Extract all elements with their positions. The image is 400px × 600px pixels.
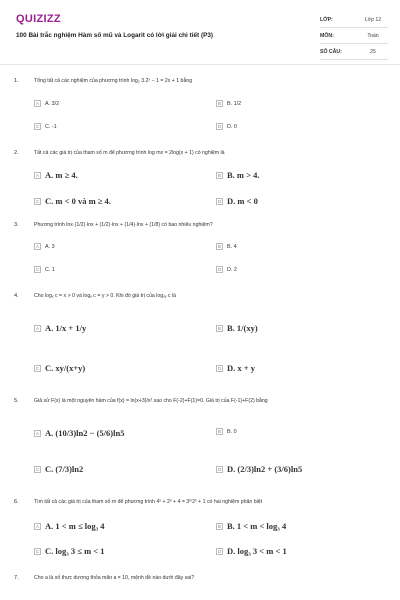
option-a[interactable] <box>34 100 59 107</box>
option-box[interactable]: A <box>35 101 39 106</box>
option-box[interactable]: D <box>217 198 222 204</box>
option-box[interactable]: A <box>35 244 39 249</box>
question-text: Phương trình lnx·(1/2)·lnx + (1/2)·lnx + (1/4)·lnx + (1/8) có bao nhiêu nghiệm? <box>34 222 213 228</box>
question-text: Tổng tất cả các nghiệm của phương trình log₂ 3.2ˣ − 1 = 2x + 1 bằng <box>34 78 193 84</box>
option-a[interactable] <box>34 323 86 333</box>
meta-value: 25 <box>370 48 376 55</box>
option-text: D. x + y <box>227 363 255 373</box>
option-text: A. m ≥ 4. <box>45 170 78 180</box>
option-a[interactable] <box>34 521 105 531</box>
option-a[interactable] <box>34 170 78 180</box>
option-text: D. 2 <box>227 266 237 273</box>
option-text: C. log₃ 3 ≤ m < 1 <box>45 546 105 556</box>
option-d[interactable] <box>216 196 258 206</box>
option-text: C. 1 <box>45 266 55 273</box>
option-text: D. 0 <box>227 123 237 130</box>
option-text: A. 3 <box>45 243 55 250</box>
option-b[interactable] <box>216 323 258 333</box>
option-box[interactable]: C <box>35 365 40 371</box>
option-b[interactable] <box>216 100 241 107</box>
option-box[interactable]: D <box>217 365 222 371</box>
option-box[interactable]: C <box>35 466 40 472</box>
option-box[interactable]: C <box>35 548 40 554</box>
meta-label: SỐ CÂU: <box>320 48 342 55</box>
divider <box>0 64 400 65</box>
question-text: Cho logₓ c = x > 0 và logᵧ c = y > 0. Khi đó giá trị của logₓᵧ c là <box>34 293 176 299</box>
question-number: 4. <box>14 293 19 299</box>
option-box[interactable]: D <box>217 548 222 554</box>
option-text: A. 1 < m ≤ log₃ 4 <box>45 521 105 531</box>
option-c[interactable] <box>34 266 55 273</box>
question-number: 7. <box>14 575 19 581</box>
option-box[interactable]: B <box>217 523 221 529</box>
option-d[interactable] <box>216 266 237 273</box>
question-text: Giả sử F(x) là một nguyên hàm của f(x) = ln(x+3)/x² sao cho F(-2)+F(1)=0. Giá trị của F(-1)+F(2) bằng <box>34 398 268 404</box>
option-text: B. 1/2 <box>227 100 242 107</box>
header <box>0 0 400 62</box>
option-box[interactable]: D <box>217 267 222 272</box>
option-box[interactable]: C <box>35 124 40 129</box>
question-number: 1. <box>14 78 19 84</box>
option-box[interactable]: A <box>35 172 39 178</box>
question-text: Tìm tất cả các giá trị của tham số m để phương trình 4ˣ + 2ˣ + 4 = 3ᵐ2ˣ + 1 có hai nghiệm phân biệt <box>34 499 263 505</box>
option-c[interactable] <box>34 363 85 373</box>
meta-row-class <box>320 12 388 28</box>
question-text: Tất cả các giá trị của tham số m để phương trình log mx = 2log(x + 1) có nghiệm là <box>34 150 225 156</box>
option-d[interactable] <box>216 464 302 474</box>
option-text: A. 3/2 <box>45 100 60 107</box>
question-number: 6. <box>14 499 19 505</box>
option-box[interactable]: B <box>217 244 221 249</box>
meta-label: MÔN: <box>320 32 334 39</box>
option-text: D. (2/3)ln2 + (3/6)ln5 <box>227 464 303 474</box>
option-box[interactable]: B <box>217 325 221 331</box>
option-a[interactable] <box>34 243 55 250</box>
option-box[interactable]: D <box>217 124 222 129</box>
option-text: A. (10/3)ln2 − (5/6)ln5 <box>45 428 125 438</box>
question-number: 5. <box>14 398 19 404</box>
option-d[interactable] <box>216 546 287 556</box>
option-text: D. m < 0 <box>227 196 258 206</box>
question-text: Cho a là số thực dương thỏa mãn a ≠ 10, mệnh đề nào dưới đây sai? <box>34 575 195 581</box>
option-c[interactable] <box>34 546 105 556</box>
option-d[interactable] <box>216 363 255 373</box>
option-box[interactable]: B <box>217 429 221 434</box>
option-text: B. 1/(xy) <box>227 323 258 333</box>
meta-row-count <box>320 44 388 60</box>
option-c[interactable] <box>34 464 83 474</box>
document-title: 100 Bài trắc nghiệm Hàm số mũ và Logarit có lời giải chi tiết (P3) <box>16 32 214 39</box>
question-number: 2. <box>14 150 19 156</box>
option-b[interactable] <box>216 170 259 180</box>
option-a[interactable] <box>34 428 124 438</box>
option-text: B. 4 <box>227 243 237 250</box>
meta-label: LỚP: <box>320 16 333 23</box>
option-b[interactable] <box>216 521 286 531</box>
option-box[interactable]: B <box>217 101 221 106</box>
option-text: B. 0 <box>227 428 237 435</box>
meta-value: Toán <box>367 32 379 39</box>
option-text: D. log₃ 3 < m < 1 <box>227 546 287 556</box>
option-box[interactable]: A <box>35 430 39 436</box>
option-text: B. 1 < m < log₃ 4 <box>227 521 287 531</box>
option-text: A. 1/x + 1/y <box>45 323 87 333</box>
option-text: B. m > 4. <box>227 170 260 180</box>
option-d[interactable] <box>216 123 237 130</box>
option-text: C. -1 <box>45 123 57 130</box>
option-text: C. xy/(x+y) <box>45 363 86 373</box>
option-box[interactable]: A <box>35 325 39 331</box>
option-text: C. m < 0 và m ≥ 4. <box>45 196 111 206</box>
meta-value: Lớp 12 <box>364 16 382 23</box>
option-box[interactable]: C <box>35 198 40 204</box>
option-text: C. (7/3)ln2 <box>45 464 84 474</box>
option-c[interactable] <box>34 196 111 206</box>
option-c[interactable] <box>34 123 57 130</box>
option-b[interactable] <box>216 428 237 435</box>
meta-row-subject <box>320 28 388 44</box>
quizizz-logo: QUIZIZZ <box>16 13 61 25</box>
option-box[interactable]: D <box>217 466 222 472</box>
option-b[interactable] <box>216 243 237 250</box>
option-box[interactable]: C <box>35 267 40 272</box>
question-number: 3. <box>14 222 19 228</box>
meta-table <box>320 12 388 60</box>
option-box[interactable]: A <box>35 523 39 529</box>
option-box[interactable]: B <box>217 172 221 178</box>
